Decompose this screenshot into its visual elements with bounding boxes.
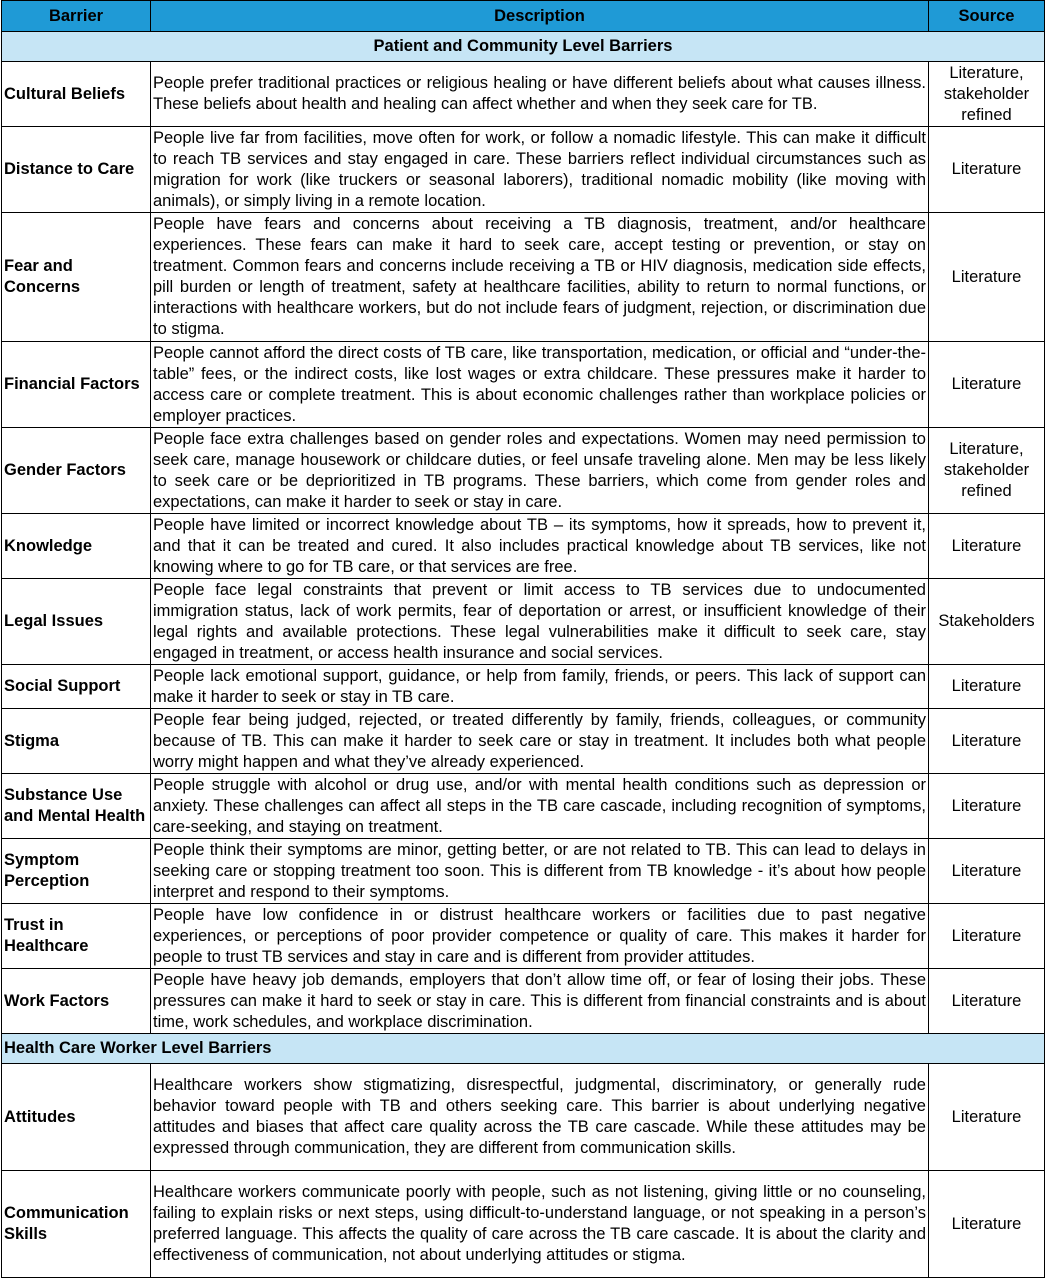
- barrier-name: Substance Use and Mental Health: [2, 774, 151, 839]
- barrier-source: Literature: [929, 1064, 1045, 1171]
- barrier-source: Literature, stakeholder refined: [929, 62, 1045, 127]
- table-row-substance-use: [2, 774, 1045, 839]
- section-title: Health Care Worker Level Barriers: [2, 1034, 1045, 1064]
- barrier-description: People struggle with alcohol or drug use, and/or with mental health conditions such as depression or anxiety. These challenges can affect all steps in the TB care cascade, including recognition of symptoms, care-seeking, and staying on treatment.: [151, 774, 929, 839]
- barrier-name: Distance to Care: [2, 127, 151, 213]
- table-row-work-factors: [2, 969, 1045, 1034]
- barrier-name: Legal Issues: [2, 579, 151, 665]
- barrier-description: People have fears and concerns about receiving a TB diagnosis, treatment, and/or healthcare experiences. These fears can make it hard to seek care, accept testing or prevention, or stay on treatment. Common fears and concerns include receiving a TB or HIV diagnosis, medication side effects, pill burden or length of treatment, safety at healthcare facilities, ability to return to normal functions, or interactions with healthcare workers, but do not include fears of judgment, rejection, or discrimination due to stigma.: [151, 213, 929, 342]
- barrier-source: Literature, stakeholder refined: [929, 428, 1045, 514]
- table-row-trust-in-healthcare: [2, 904, 1045, 969]
- table-row-social-support: [2, 665, 1045, 709]
- barrier-description: Healthcare workers communicate poorly with people, such as not listening, giving little or no counseling, failing to explain risks or next steps, using difficult-to-understand language, or not speaking in a person’s preferred language. This affects the quality of care across the TB care cascade. It is about the clarity and effectiveness of communication, not about underlying attitudes or stigma.: [151, 1171, 929, 1278]
- section-header-health-care-worker: [2, 1034, 1045, 1064]
- barrier-source: Literature: [929, 1171, 1045, 1278]
- barrier-description: People have low confidence in or distrust healthcare workers or facilities due to past negative experiences, or perceptions of poor provider competence or quality of care. This makes it harder for people to trust TB services and stay in care and is different from provider attitudes.: [151, 904, 929, 969]
- section-header-patient-community: [2, 32, 1045, 62]
- barrier-description: People think their symptoms are minor, getting better, or are not related to TB. This can lead to delays in seeking care or stopping treatment too soon. This is different from TB knowledge - it’s about how people interpret and respond to their symptoms.: [151, 839, 929, 904]
- barrier-name: Work Factors: [2, 969, 151, 1034]
- barrier-name: Financial Factors: [2, 342, 151, 428]
- barrier-name: Trust in Healthcare: [2, 904, 151, 969]
- barrier-description: People cannot afford the direct costs of TB care, like transportation, medication, or official and “under-the-table” fees, or the indirect costs, like lost wages or extra childcare. These pressures make it harder to access care or complete treatment. This is about economic challenges rather than workplace policies or employer practices.: [151, 342, 929, 428]
- barrier-name: Knowledge: [2, 514, 151, 579]
- barrier-source: Literature: [929, 213, 1045, 342]
- table-row-distance-to-care: [2, 127, 1045, 213]
- barrier-source: Literature: [929, 709, 1045, 774]
- header-description: Description: [151, 1, 929, 32]
- barrier-source: Literature: [929, 839, 1045, 904]
- barriers-table: [1, 0, 1045, 1278]
- table-row-fear-and-concerns: [2, 213, 1045, 342]
- barrier-name: Attitudes: [2, 1064, 151, 1171]
- barrier-description: People fear being judged, rejected, or treated differently by family, friends, colleagues, or community because of TB. This can make it harder to seek care or stay in treatment. It includes both what people worry might happen and what they’ve already experienced.: [151, 709, 929, 774]
- table-row-legal-issues: [2, 579, 1045, 665]
- barrier-description: People prefer traditional practices or religious healing or have different beliefs about what causes illness. These beliefs about health and healing can affect whether and when they seek care for TB.: [151, 62, 929, 127]
- barrier-name: Social Support: [2, 665, 151, 709]
- barrier-description: Healthcare workers show stigmatizing, disrespectful, judgmental, discriminatory, or generally rude behavior toward people with TB and others seeking care. This barrier is about underlying negative attitudes and biases that affect care quality across the TB care cascade. While these attitudes may be expressed through communication, they are different from communication skills.: [151, 1064, 929, 1171]
- barrier-source: Literature: [929, 665, 1045, 709]
- barrier-description: People lack emotional support, guidance, or help from family, friends, or peers. This lack of support can make it harder to seek or stay in TB care.: [151, 665, 929, 709]
- barrier-source: Literature: [929, 514, 1045, 579]
- barrier-description: People face extra challenges based on gender roles and expectations. Women may need permission to seek care, manage housework or childcare duties, or feel unsafe traveling alone. Men may be less likely to seek care or be deprioritized in TB programs. These barriers, which come from gender roles and expectations, can make it harder to seek or stay in care.: [151, 428, 929, 514]
- barrier-source: Literature: [929, 342, 1045, 428]
- table-row-attitudes: [2, 1064, 1045, 1171]
- table-row-stigma: [2, 709, 1045, 774]
- barrier-source: Literature: [929, 127, 1045, 213]
- barrier-name: Communication Skills: [2, 1171, 151, 1278]
- table-row-cultural-beliefs: [2, 62, 1045, 127]
- header-source: Source: [929, 1, 1045, 32]
- table-row-gender-factors: [2, 428, 1045, 514]
- barrier-source: Literature: [929, 969, 1045, 1034]
- header-barrier: Barrier: [2, 1, 151, 32]
- barrier-name: Fear and Concerns: [2, 213, 151, 342]
- barrier-name: Stigma: [2, 709, 151, 774]
- barrier-description: People live far from facilities, move often for work, or follow a nomadic lifestyle. This can make it difficult to reach TB services and stay engaged in care. These barriers reflect individual circumstances such as migration for work (like truckers or seasonal laborers), traditional nomadic mobility (like moving with animals), or simply living in a remote location.: [151, 127, 929, 213]
- barrier-description: People have limited or incorrect knowledge about TB – its symptoms, how it spreads, how to prevent it, and that it can be treated and cured. It also includes practical knowledge about TB services, like not knowing where to go for TB care, or that services are free.: [151, 514, 929, 579]
- barrier-description: People face legal constraints that prevent or limit access to TB services due to undocumented immigration status, lack of work permits, fear of deportation or arrest, or insufficient knowledge of their legal rights and available protections. These legal vulnerabilities make it difficult to seek care, stay engaged in treatment, or access health insurance and social services.: [151, 579, 929, 665]
- section-title: Patient and Community Level Barriers: [2, 32, 1045, 62]
- barrier-source: Literature: [929, 904, 1045, 969]
- barrier-source: Literature: [929, 774, 1045, 839]
- table-row-communication-skills: [2, 1171, 1045, 1278]
- table-row-knowledge: [2, 514, 1045, 579]
- header-row: [2, 1, 1045, 32]
- barrier-name: Cultural Beliefs: [2, 62, 151, 127]
- barrier-name: Symptom Perception: [2, 839, 151, 904]
- table-row-symptom-perception: [2, 839, 1045, 904]
- table-row-financial-factors: [2, 342, 1045, 428]
- barrier-name: Gender Factors: [2, 428, 151, 514]
- barrier-source: Stakeholders: [929, 579, 1045, 665]
- barrier-description: People have heavy job demands, employers that don’t allow time off, or fear of losing their jobs. These pressures can make it hard to seek or stay in care. This is different from financial constraints and is about time, work schedules, and workplace discrimination.: [151, 969, 929, 1034]
